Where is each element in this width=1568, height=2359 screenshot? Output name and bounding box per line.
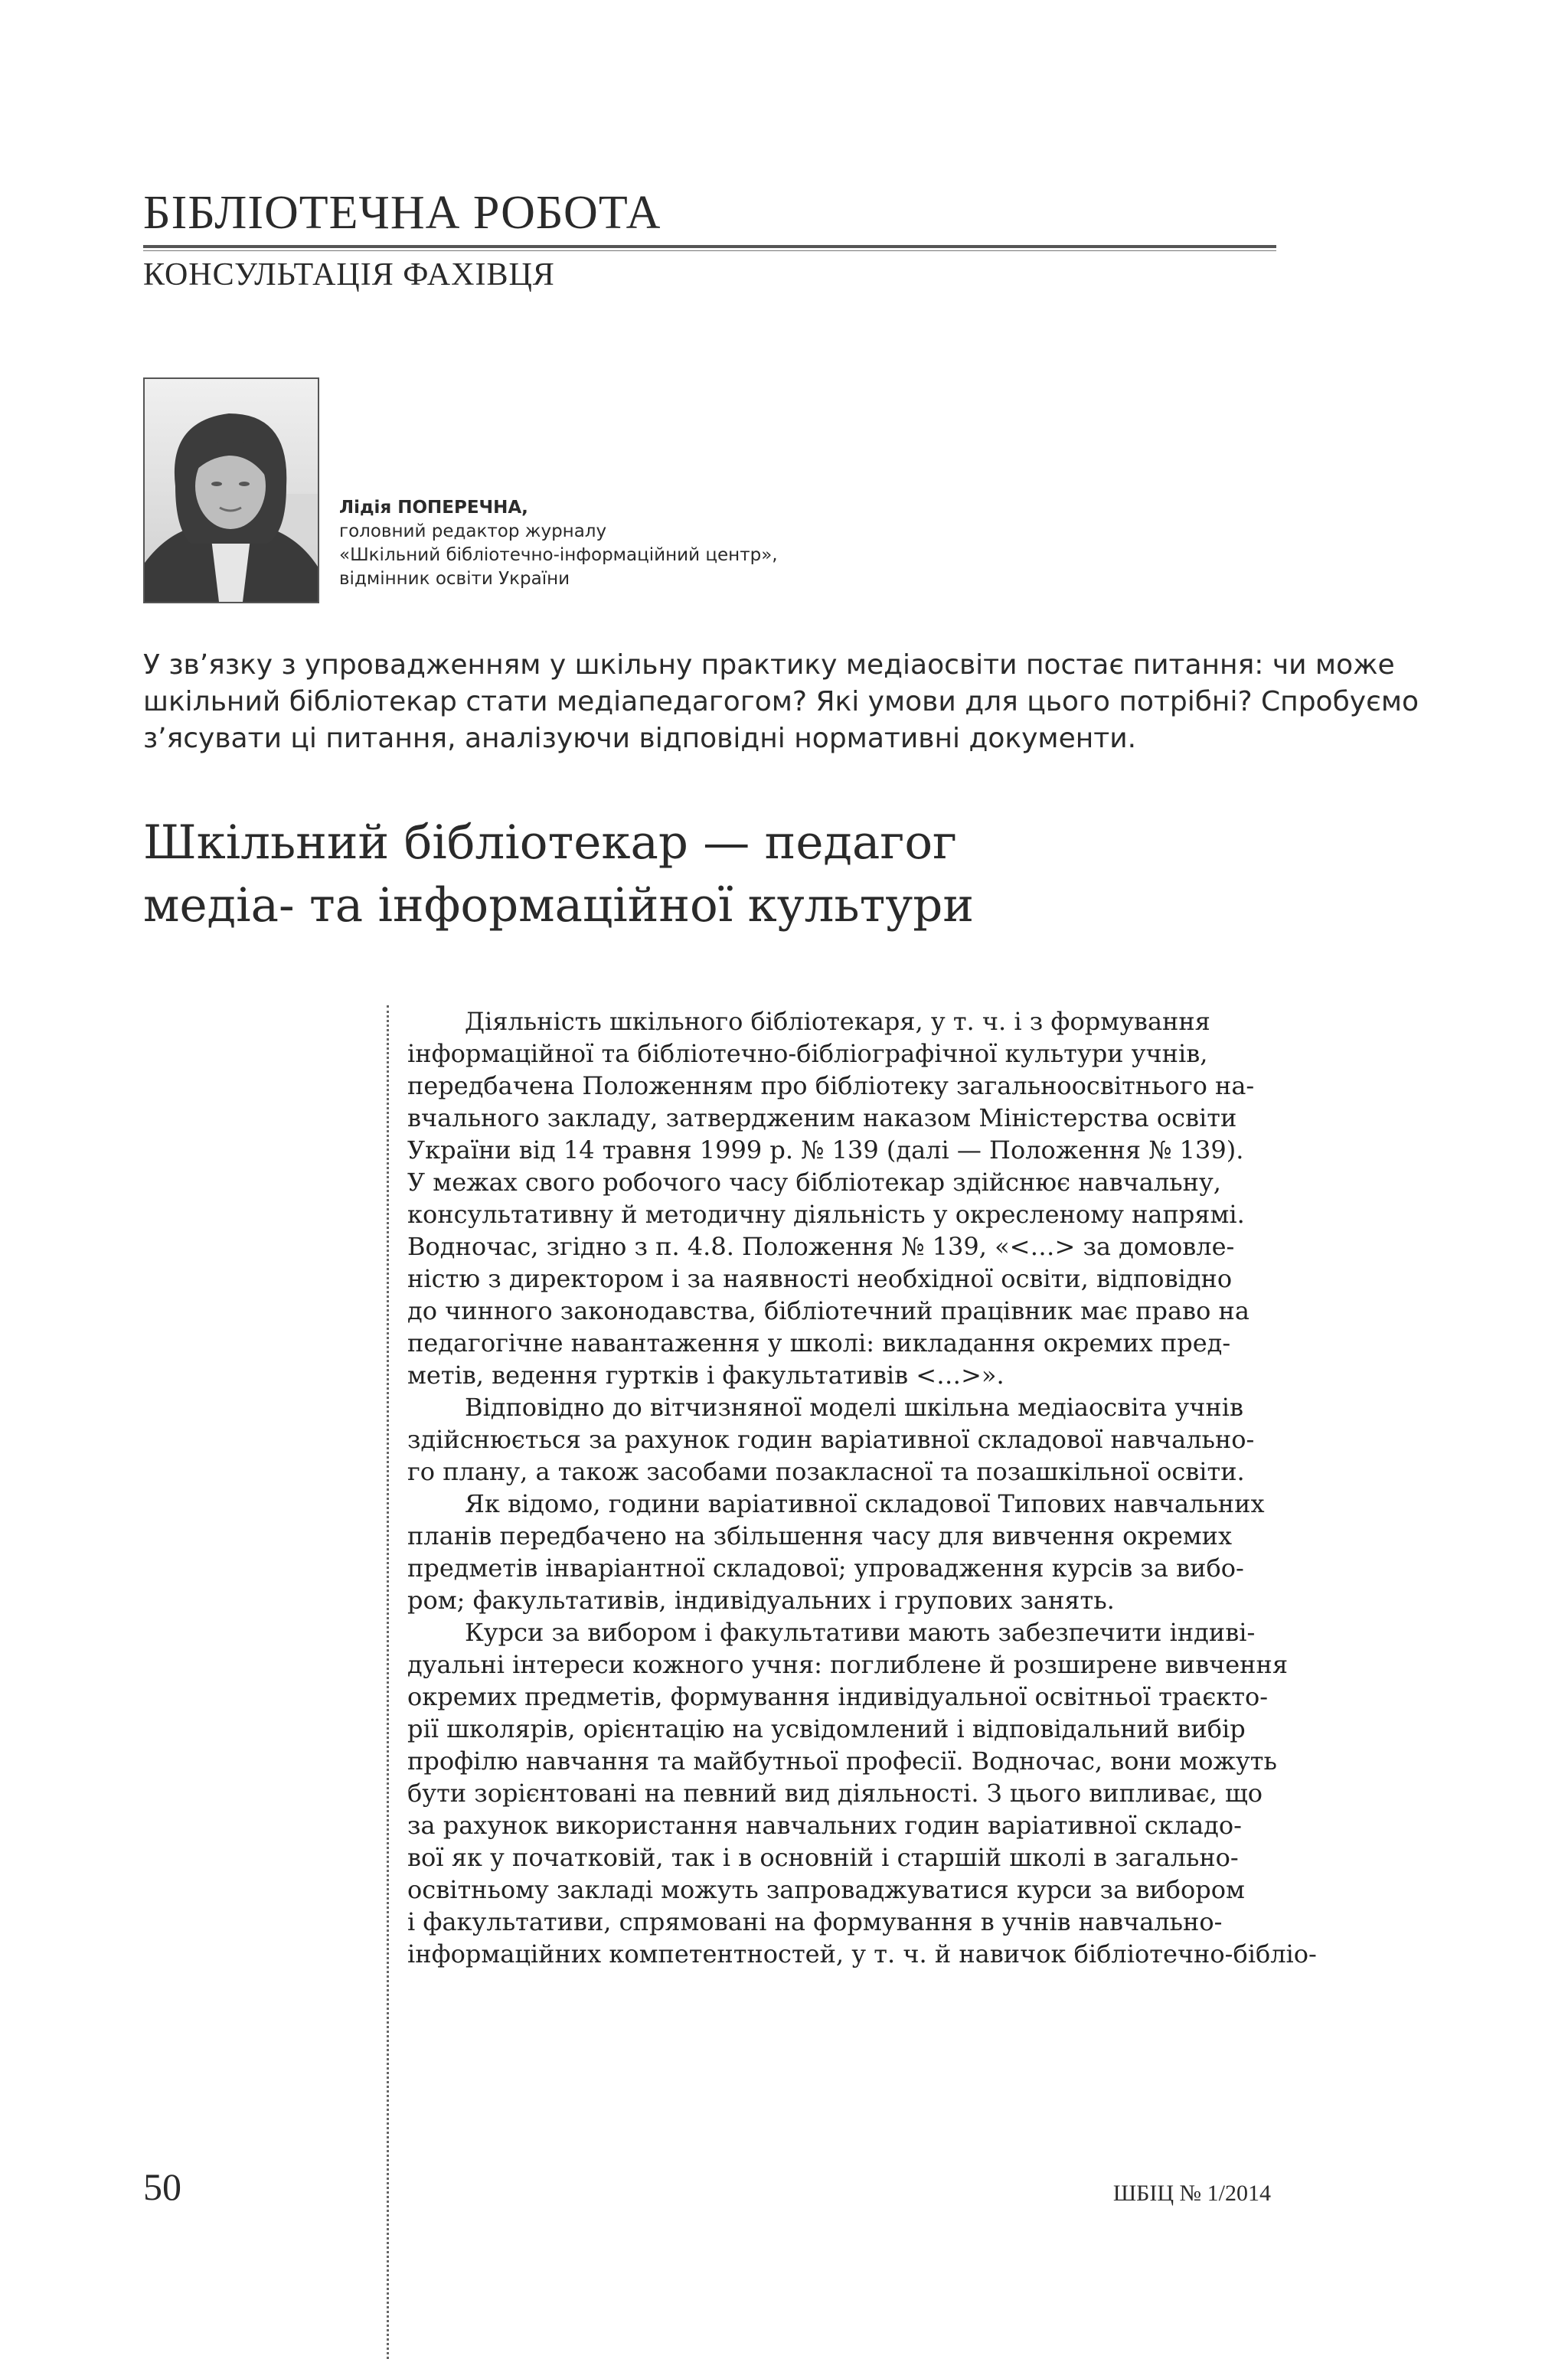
- section-title: БІБЛІОТЕЧНА РОБОТА: [143, 187, 662, 239]
- body-line: Як відомо, години варіативної складової Типових навчальних: [465, 1489, 1265, 1518]
- article-title: [143, 812, 974, 937]
- author-photo: [143, 377, 319, 603]
- page-number: 50: [143, 2165, 181, 2208]
- author-name: Лідія ПОПЕРЕЧНА,: [339, 498, 528, 518]
- article-title-line1: Шкільний бібліотекар — педагог: [143, 815, 958, 870]
- body-line: інформаційної та бібліотечно-бібліографічної культури учнів,: [407, 1039, 1208, 1068]
- body-line: ром; факультативів, індивідуальних і групових занять.: [407, 1586, 1115, 1615]
- body-line: Курси за вибором і факультативи мають забезпечити індиві-: [465, 1618, 1256, 1647]
- body-line: профілю навчання та майбутньої професії. Водночас, вони можуть: [407, 1746, 1277, 1776]
- body-line: вої як у початковій, так і в основній і старшій школі в загально-: [407, 1843, 1239, 1872]
- body-line: і факультативи, спрямовані на формування в учнів навчально-: [407, 1907, 1223, 1936]
- body-line: У межах свого робочого часу бібліотекар здійснює навчальну,: [407, 1168, 1221, 1197]
- body-line: Водночас, згідно з п. 4.8. Положення № 139, «<…> за домовле-: [407, 1232, 1235, 1261]
- header-rule-thick: [143, 245, 1276, 248]
- body-line: рії школярів, орієнтацію на усвідомлений і відповідальний вибір: [407, 1714, 1246, 1743]
- body-line: педагогічне навантаження у школі: викладання окремих пред-: [407, 1328, 1231, 1358]
- dotted-margin-rule: [387, 1005, 389, 2359]
- body-line: до чинного законодавства, бібліотечний працівник має право на: [407, 1296, 1250, 1325]
- header-rule-thin: [143, 250, 1276, 251]
- lead-line: з’ясувати ці питання, аналізуючи відповідні нормативні документи.: [143, 723, 1137, 754]
- body-line: інформаційних компетентностей, у т. ч. й навичок бібліотечно-бібліо-: [407, 1939, 1317, 1969]
- body-line: Діяльність шкільного бібліотекаря, у т. ч. і з формування: [465, 1007, 1210, 1036]
- body-line: Відповідно до вітчизняної моделі шкільна медіаосвіта учнів: [465, 1393, 1243, 1422]
- body-line: предметів інваріантної складової; упровадження курсів за вибо-: [407, 1554, 1244, 1583]
- body-line: здійснюється за рахунок годин варіативної складової навчально-: [407, 1425, 1255, 1454]
- body-line: передбачена Положенням про бібліотеку загальноосвітнього на-: [407, 1071, 1255, 1100]
- lead-paragraph: [143, 647, 1419, 757]
- body-line: вчального закладу, затвердженим наказом Міністерства освіти: [407, 1103, 1237, 1132]
- body-line: освітньому закладі можуть запроваджуватися курси за вибором: [407, 1875, 1245, 1904]
- journal-reference: ШБІЦ № 1/2014: [1112, 2181, 1271, 2206]
- body-line: окремих предметів, формування індивідуальної освітньої траєкто-: [407, 1682, 1269, 1711]
- body-line: ністю з директором і за наявності необхідної освіти, відповідно: [407, 1264, 1233, 1293]
- author-block: [339, 496, 778, 591]
- section-subtitle: КОНСУЛЬТАЦІЯ ФАХІВЦЯ: [143, 257, 555, 292]
- article-title-line2: медіа- та інформаційної культури: [143, 878, 974, 933]
- author-position-line2: «Шкільний бібліотечно-інформаційний центр»,: [339, 545, 778, 565]
- body-line: метів, ведення гуртків і факультативів <…>».: [407, 1361, 1004, 1390]
- body-line: дуальні інтереси кожного учня: поглиблене й розширене вивчення: [407, 1650, 1289, 1679]
- body-line: за рахунок використання навчальних годин варіативної складо-: [407, 1811, 1242, 1840]
- body-line: України від 14 травня 1999 р. № 139 (далі — Положення № 139).: [407, 1135, 1244, 1165]
- body-line: консультативну й методичну діяльність у окресленому напрямі.: [407, 1200, 1245, 1229]
- article-body: [407, 1005, 1317, 1970]
- body-line: бути зорієнтовані на певний вид діяльності. З цього випливає, що: [407, 1779, 1263, 1808]
- author-position-line1: головний редактор журналу: [339, 521, 607, 541]
- body-line: планів передбачено на збільшення часу для вивчення окремих: [407, 1521, 1233, 1550]
- lead-line: У зв’язку з упровадженням у шкільну практику медіаосвіти постає питання: чи може: [143, 649, 1395, 681]
- author-position-line3: відмінник освіти України: [339, 569, 570, 589]
- body-line: го плану, а також засобами позакласної та позашкільної освіти.: [407, 1457, 1245, 1486]
- lead-line: шкільний бібліотекар стати медіапедагогом? Які умови для цього потрібні? Спробуємо: [143, 686, 1419, 717]
